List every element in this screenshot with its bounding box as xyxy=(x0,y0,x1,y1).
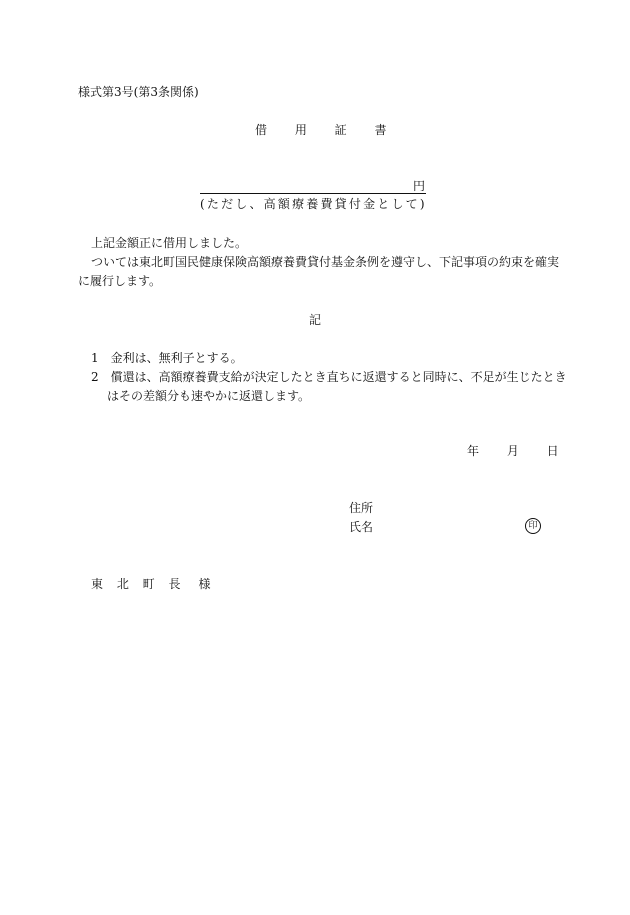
ki-heading: 記 xyxy=(309,313,322,327)
amount-unit: 円 xyxy=(413,179,426,193)
addressee xyxy=(91,578,210,590)
form-number: 様式第3号(第3条関係) xyxy=(78,85,199,99)
document-title: 借 用 証 書 xyxy=(255,123,387,137)
item-2-continuation: はその差額分も速やかに返還します。 xyxy=(107,389,311,403)
addressee-name: 東 北 町 長 xyxy=(91,577,181,591)
body-line-3: に履行します。 xyxy=(78,274,162,288)
item-2: 2 償還は、高額療養費支給が決定したとき直ちに返還すると同時に、不足が生じたとき xyxy=(91,370,567,384)
seal-mark: 印 xyxy=(525,518,541,534)
amount-blank-line xyxy=(200,193,426,194)
item-1: 1 金利は、無利子とする。 xyxy=(91,351,243,365)
addressee-honorific: 様 xyxy=(198,577,211,591)
address-label: 住所 xyxy=(349,501,374,515)
body-line-1: 上記金額正に借用しました。 xyxy=(91,236,248,250)
body-line-2: ついては東北町国民健康保険高額療養費貸付基金条例を遵守し、下記事項の約束を確実 xyxy=(91,255,560,269)
name-label: 氏名 xyxy=(349,520,374,534)
amount-note: (ただし、高額療養費貸付金として) xyxy=(200,197,427,211)
date-field: 年 月 日 xyxy=(467,444,559,458)
